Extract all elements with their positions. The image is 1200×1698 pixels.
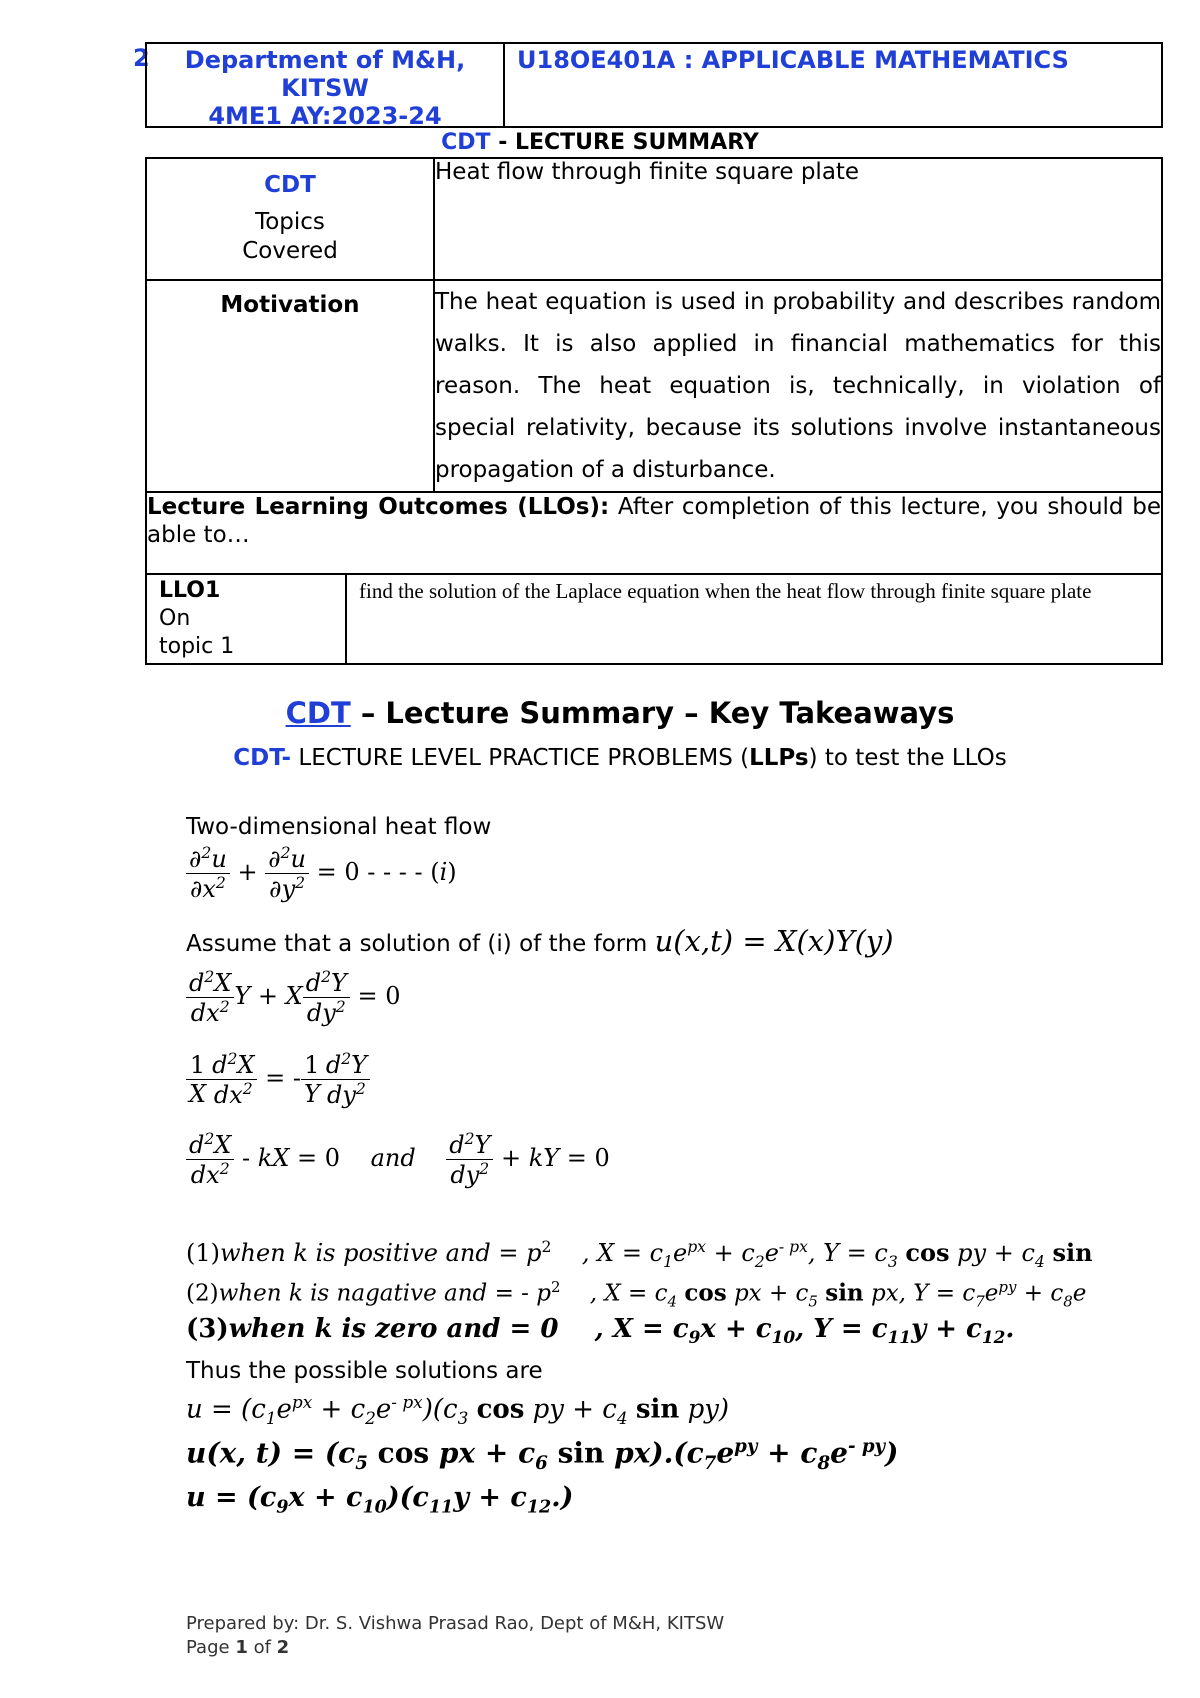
dept-line2: KITSW [281,74,369,102]
summary-table [145,157,1163,665]
llo1-topic: topic 1 [159,634,235,659]
lecture-summary-cdt: CDT [441,130,491,155]
ratio-equation: $\frac{1}{X}$ $\frac{d^2X}{dx^2}$ = - $\frac{1}{Y}$ $\frac{d^2Y}{dy^2}$ [186,1050,370,1109]
motivation-row [146,280,1162,492]
dept-line1: Department of M&H, [184,46,466,74]
solution-1: $u = (c_1e^{px} + c_2e^{- px})(c_3$ cos py + $c_4$ sin py) [186,1392,730,1428]
page-total: 2 [276,1637,290,1658]
llo1-on: On [159,606,191,631]
key-takeaways-rest: – Lecture Summary – Key Takeaways [350,696,955,730]
case-3: (3)when k is zero and = 0 , $X = c_9x + c_{10}$, $Y = c_{11}y + c_{12}$. [186,1314,1015,1348]
case-2: (2)when k is nagative and = - $p^2$ , $X = c_4$ cos px + $c_5$ sin px, $Y = c_7e^{py} + c_8e$ [186,1278,1087,1311]
llp-bold: LLPs [749,745,809,771]
case2-text: when k is nagative and = - p [218,1280,551,1307]
case3-prefix: (3) [186,1314,229,1344]
llo1-text: find the solution of the Laplace equation when the heat flow through finite square plate [346,574,1162,664]
motivation-label: Motivation [146,280,434,492]
llo-intro [146,492,1162,574]
case-1: (1)when k is positive and = $p^2$ , $X = c_1e^{px} + c_2e^{- px}$, $Y = c_3$ cos py + $c_4$ sin [186,1238,1093,1271]
llo-intro-row [146,492,1162,574]
solution-3: $u = (c_9x + c_{10})(c_{11}y + c_{12}.)$ [186,1482,574,1518]
page-marker: 2 [133,44,150,72]
case1-prefix: (1) [186,1239,220,1267]
header-box [145,42,1163,128]
prepared-by: Prepared by: Dr. S. Vishwa Prasad Rao, Dept of M&H, KITSW [186,1613,725,1634]
content-heading: Two-dimensional heat flow [186,814,492,840]
department-cell [147,44,505,130]
page-num: 1 [235,1637,248,1658]
llp-part1: LECTURE LEVEL PRACTICE PROBLEMS ( [291,745,750,771]
assume-text: Assume that a solution of (i) of the form [186,931,655,957]
llo1-row [146,574,1162,664]
topics-label-cdt: CDT [264,172,316,198]
lecture-summary-rest: - LECTURE SUMMARY [490,130,759,155]
assume-line: Assume that a solution of (i) of the form u(x,t) = X(x)Y(y) [186,924,894,958]
thus-line: Thus the possible solutions are [186,1358,543,1384]
solution-2: u(x, $t) = (c_5$ cos px + $c_6$ $\sin px).(c_7e^{py} + c_8e^{- py})$ [186,1436,899,1474]
case3-text: when k is zero and = 0 [228,1314,559,1344]
topics-label-line3: Covered [242,238,338,264]
topics-label-cell [146,158,434,280]
key-takeaways-title [0,696,1200,730]
page-indicator [186,1636,724,1660]
llo1-id: LLO1 [159,578,221,603]
llp-cdt: CDT- [233,745,292,771]
case1-text: when k is positive and = p [220,1239,542,1267]
page-mid: of [247,1637,277,1658]
llp-part2: ) to test the LLOs [808,745,1007,771]
course-title: U18OE401A : APPLICABLE MATHEMATICS [517,46,1069,74]
llo1-label-cell [146,574,346,664]
llo-intro-bold: Lecture Learning Outcomes (LLOs): [147,494,610,520]
page-prefix: Page [186,1637,236,1658]
motivation-text: The heat equation is used in probability and describes random walks. It is also applied in financial mathematics for this reason. The heat equation is, technically, in violation of special relativity, because its solutions involve instantaneous propagation of a disturbance. [434,280,1162,492]
topics-value: Heat flow through finite square plate [434,158,1162,280]
ode-pair: $\frac{d^2X}{dx^2}$ - kX = 0 and $\frac{d^2Y}{dy^2}$ + kY = 0 [186,1130,610,1189]
case2-prefix: (2) [186,1280,219,1307]
and-word: and [370,1144,416,1172]
laplace-equation: $\frac{\partial^2u}{\partial x^2}$ + $\frac{\partial^2u}{\partial y^2}$ = 0 - - - - (i) [186,844,457,903]
class-line: 4ME1 AY:2023-24 [208,102,442,130]
lecture-summary-title [0,130,1200,155]
llo-intro-rest: After completion of this lecture, you should be able to… [147,494,1161,548]
topics-row [146,158,1162,280]
llp-title [0,745,1200,771]
footer [186,1612,724,1660]
separated-equation: $\frac{d^2X}{dx^2}$ Y + X $\frac{d^2Y}{dy^2}$ = 0 [186,968,401,1027]
topics-label-line2: Topics [255,209,325,235]
key-takeaways-cdt: CDT [285,696,351,730]
